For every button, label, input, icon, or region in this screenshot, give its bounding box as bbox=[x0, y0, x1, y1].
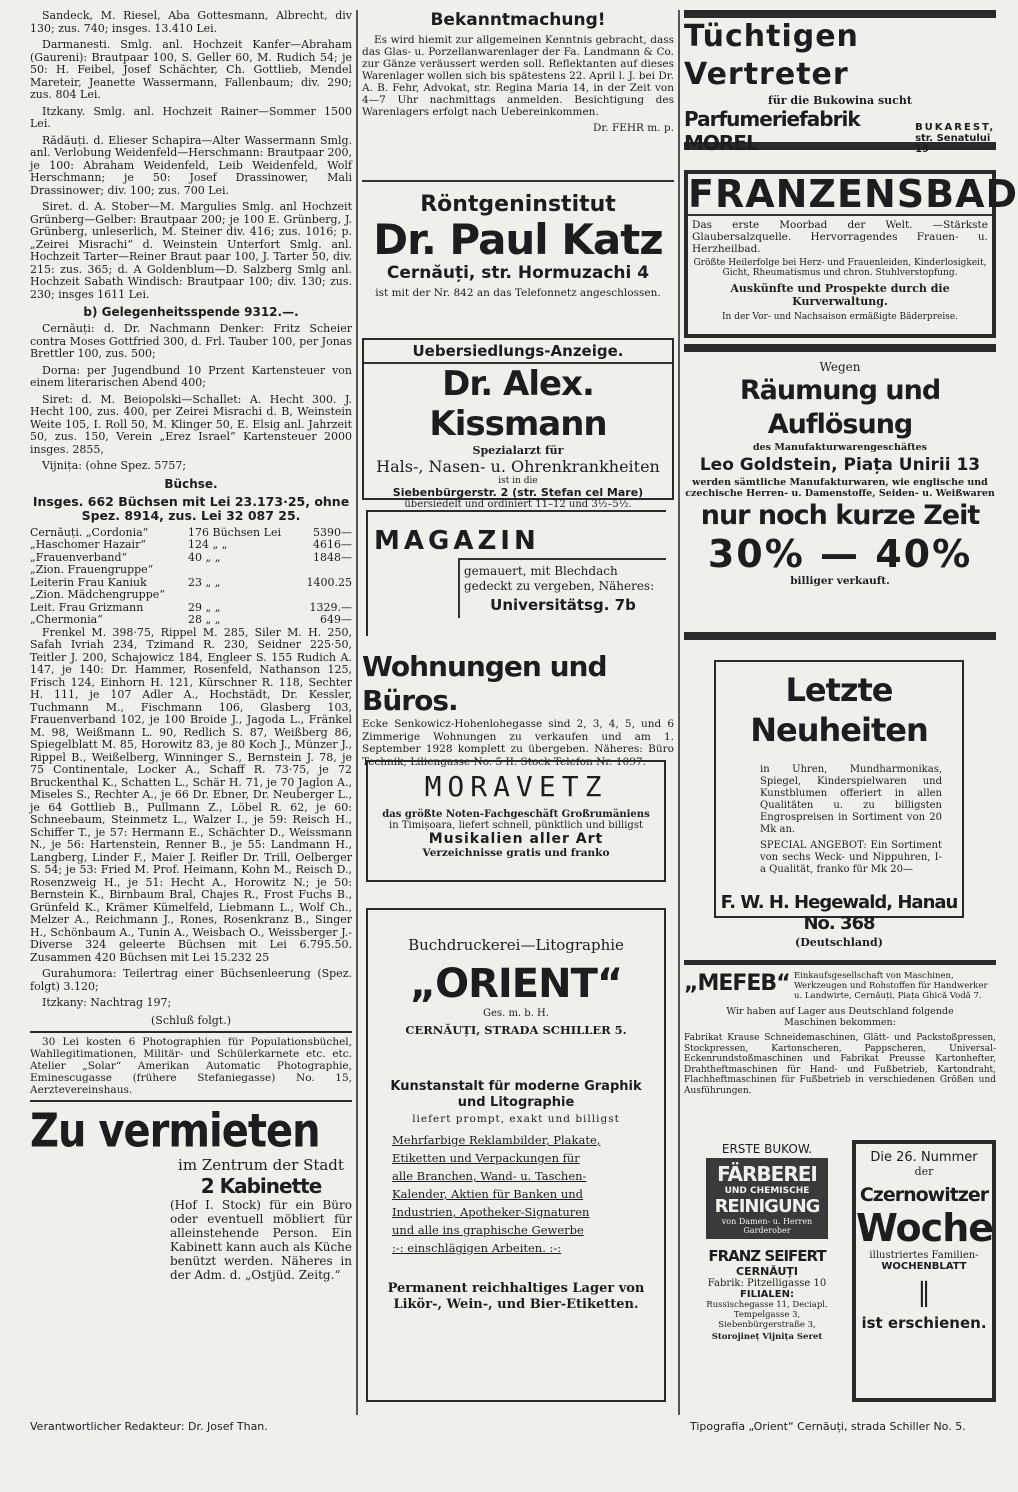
column-rule bbox=[356, 10, 358, 1415]
divider bbox=[684, 10, 996, 18]
collection-cell bbox=[298, 589, 352, 602]
printing-house-line: Kunstanstalt für moderne Graphik und Litographie bbox=[390, 1079, 642, 1110]
donation-paragraph: Darmanesti. Smlg. anl. Hochzeit Kanfer—Abraham (Gaureni): Brautpaar 100, S. Geller 60, M. Rudich 54; je 50: H. Feibel, Josef Schächter, Ch. Gottlieb, Mendel Mareteir, Jeanette Wassermann, Fallenbaum; div. 290; zus. 804 Lei. bbox=[30, 38, 352, 101]
service-item: :-: einschlägigen Arbeiten. :-: bbox=[392, 1241, 562, 1255]
collection-cell: 1400.25 bbox=[306, 575, 352, 589]
clearance-shop: Leo Goldstein, Piața Unirii 13 bbox=[699, 455, 981, 475]
donation-paragraph: Siret: d. M. Beiopolski—Schallet: A. Hecht 300. J. Hecht 100, zus. 400, per Zeirei Misrachi d. B, Weinstein Weite 105, I. Roll 50, M. Klinger 50, E. Elsig anl. Jahrzeit 50, zus. 150, Verein „Erez Israel“ Kartensteuer 2000 insges. 2855, bbox=[30, 392, 352, 456]
machinery-text: Einkaufsgesellschaft von Maschinen, Werkzeugen und Rohstoffen für Handwerker u. Landwirte, Cernăuți, Piața Ghică Vodă 7. bbox=[794, 971, 988, 1001]
agent-ad bbox=[684, 18, 996, 155]
rent-ad-title: Zu vermieten bbox=[30, 1104, 320, 1158]
collection-cell: „Chermonia“ bbox=[30, 613, 103, 626]
donation-paragraph: Itzkany. Smlg. anl. Hochzeit Rainer—Sommer 1500 Lei. bbox=[30, 104, 352, 130]
dyeworks-line: ERSTE BUKOW. bbox=[721, 1142, 813, 1156]
spa-title: FRANZENSBAD bbox=[688, 172, 1018, 216]
donation-paragraph: Vijnița: (ohne Spez. 5757; bbox=[42, 459, 187, 472]
printing-house-line: liefert prompt, exakt und billigst bbox=[412, 1113, 620, 1125]
doctor-line: ist in die bbox=[498, 476, 538, 486]
music-store-line: in Timișoara, liefert schnell, pünktlich und billigst bbox=[389, 820, 643, 831]
spa-text: Auskünfte und Prospekte durch die Kurverwaltung. bbox=[730, 282, 950, 308]
novelties-ad bbox=[714, 660, 964, 949]
collection-cell: „Zion. Frauengruppe“ bbox=[30, 563, 154, 576]
doctor-hours: übersiedelt und ordiniert 11–12 und 3½–5½. bbox=[404, 499, 632, 510]
collection-cell: 4616— bbox=[313, 538, 352, 551]
dyeworks-city: CERNĂUȚI bbox=[736, 1265, 798, 1278]
service-item: Mehrfarbige Reklambilder, Plakate, bbox=[392, 1133, 601, 1147]
printer-footer: Tipografia „Orient“ Cernăuți, strada Schiller No. 5. bbox=[690, 1420, 966, 1433]
service-item: Etiketten und Verpackungen für bbox=[392, 1151, 580, 1165]
dyeworks-logo-text: UND CHEMISCHE bbox=[724, 1186, 810, 1196]
collection-cell: 649— bbox=[320, 613, 352, 626]
collection-cell: „Frauenverband“ bbox=[30, 550, 128, 564]
clearance-line: Wegen bbox=[819, 360, 861, 374]
clearance-title: Räumung und Auflösung bbox=[739, 375, 941, 440]
doctor-specialty: Hals-, Nasen- u. Ohrenkrankheiten bbox=[376, 457, 660, 476]
column-rule bbox=[678, 10, 680, 1415]
doctor-name: Dr. Alex. Kissmann bbox=[429, 364, 607, 444]
donation-paragraph: Siret. d. A. Stober—M. Margulies Smlg. anl Hochzeit Grünberg—Gelber: Brautpaar 200; je 100 E. Grünberg, J. Grünberg, unleserlich, M. Steiner div. 416; zus. 1016; p. „Zeirei Misrachi“ d. Weinstein Unterfort Smlg. anl. Hochzeit Tarter—Reiner Braut paar 100, J. Tarter 50, div. 215: zus. 365; d. A Goldenblum—D. Salzberg Smlg anl. Hochzeit Sabath Windisch: Brautpaar 100; div. 130; zus. 230; insges 1611 Lei. bbox=[30, 200, 352, 301]
collection-cell bbox=[188, 589, 298, 602]
donation-paragraph: Dorna: per Jugendbund 10 Przent Kartensteuer von einem literarischen Abend 400; bbox=[30, 363, 352, 389]
novelties-title: Letzte Neuheiten bbox=[750, 671, 928, 749]
divider bbox=[30, 1100, 352, 1102]
weekly-ornament: ‖ bbox=[917, 1278, 931, 1308]
apartments-title: Wohnungen und Büros. bbox=[362, 650, 607, 717]
spa-text: In der Vor- und Nachsaison ermäßigte Bäderpreise. bbox=[721, 312, 959, 322]
dyeworks-logo-text: von Damen- u. Herren Garderober bbox=[721, 1217, 813, 1235]
printing-house-services bbox=[392, 1131, 640, 1257]
section-heading: Büchse. bbox=[164, 476, 218, 491]
doctor-address: Siebenbürgerstr. 2 (str. Stefan cel Mare) bbox=[392, 486, 644, 499]
weekly-line: illustriertes Familien- bbox=[869, 1250, 979, 1261]
collection-cell: „Zion. Mädchengruppe“ bbox=[30, 588, 165, 601]
collection-cell: 1848— bbox=[313, 550, 352, 564]
clearance-sale-ad bbox=[684, 344, 996, 640]
collection-table bbox=[30, 527, 352, 627]
clearance-headline: nur noch kurze Zeit bbox=[700, 500, 980, 531]
clearance-line: werden sämtliche Manufakturwaren, wie englische und czechische Herren- u. Damenstoffe, Seiden- u. Weißwaren bbox=[685, 477, 995, 499]
machinery-text: Fabrikat Krause Schneidemaschinen, Glätt- und Packstoßpressen, Stockpressen, Kartonscheren, Pappscheren, Universal-Eckenrundstoßmaschinen und Fabrikat Preusse Kartonhefter, Drahtheftmaschinen für Hand- und Fußbetrieb, Kartondraht, Flachheftmaschinen für Fußbetrieb in verschiedenen Größen und Ausführungen. bbox=[684, 1033, 996, 1096]
warehouse-ad bbox=[366, 510, 666, 636]
collection-cell: 28 „ „ bbox=[188, 613, 221, 626]
collection-cell: 1329.— bbox=[309, 600, 352, 614]
collection-cell: „Haschomer Hazair“ bbox=[30, 538, 146, 551]
novelties-country: (Deutschland) bbox=[795, 936, 883, 949]
collection-row bbox=[30, 589, 352, 602]
agent-line: für die Bukowina sucht bbox=[768, 94, 912, 107]
donation-paragraph: Rădăuți. d. Elieser Schapira—Alter Wassermann Smlg. anl. Verlobung Weidenfeld—Herschmann: Brautpaar 200, je 100: Abraham Weidenfeld, Leib Weidenfeld, Wolf Herschmann; je 50: Josef Drassinower, Mali Drassinower; div. 100; zus. 700 Lei. bbox=[30, 133, 352, 197]
weekly-line: der bbox=[914, 1165, 934, 1178]
novelties-text: in Uhren, Mundharmonikas, Spiegel, Kinderspielwaren und Kunstblumen offeriert in allen Qualitäten u. zu billigsten Engrospreisen in Sortiment von 20 Mk an. bbox=[760, 764, 942, 835]
notice-ad bbox=[362, 10, 674, 182]
weekly-name: Woche bbox=[856, 1206, 994, 1250]
service-item: und alle ins graphische Gewerbe bbox=[392, 1223, 584, 1237]
donation-paragraph: Frenkel M. 398·75, Rippel M. 285, Siler M. H. 250, Safah Ivriah 234, Tzimand R. 230, Seidner 225·50, Teitler J. 200, Schajowicz 184, Engleer S. 155 Rudich A. 147, je 140: Dr. Hammer, Rosenfeld, Nathanson 125, Frisch 124, Einhorn H. 121, Kürschner R. 118, Sechter H. 111, je 107 Adler A., Hochstädt, Dr. Kessler, Tuchmann M., Fischmann 106, Glasberg 103, Frauenverband 102, je 100 Broide J., Jagoda L., Fränkel M. 98, Weißmann L. 90, Redlich S. 87, Weißberg 86, Spiegelblatt M. 85, Horowitz 83, je 80 Koch J., Münzer J., Rippel B., Weißelberg, Winninger S., Bernstein J. 78, je 75 Continentale, Locker A., Schaff R. 73·75, je 72 Bruckenthal K., Schatten L., Schär H. 71, je 70 Jaglon A., Miseles S., Rechter A., je 66 Dr. Ebner, Dr. Neuberger L., je 64 Gottlieb B., Pullmann Z., Löbel R. 62, je 60: Schneebaum, Steinmetz L., Walzer I., je 59: Reisch H., Schiffer T., je 57: Hermann E., Schächter D., Weissmann N., je 56: Hartenstein, Renner B., je 55: Landmann H., Langberg, Linder F., Maier J. Reifler Dr. Trill, Oelberger S. 54; je 53: Fried M. Prof. Heimann, Kohn M., Reisch D., Rosenzweig H., je 51: Hecht A., Horowitz N.; je 50: Bernstein K., Birnbaum Bral, Chajes R., Frost Fuchs B., Grünfeld K., Krämer Kümelfeld, Liebmann L., Wolf Ch., Melzer A., Reichmann J., Rones, Rosenkranz B., Singer H., Schönbaum A., Tunin A., Weisbach O., Weissberger J.- Diverse 324 geleerte Büchsen mit Lei 6.795.50. Zusammen 420 Büchsen mit Lei 15.232 25 bbox=[30, 625, 352, 964]
notice-signature: Dr. FEHR m. p. bbox=[592, 122, 674, 134]
service-item: alle Branchen, Wand- u. Taschen- bbox=[392, 1169, 587, 1183]
notice-title: Bekanntmachung! bbox=[430, 10, 606, 30]
collection-cell: 124 „ „ bbox=[188, 538, 228, 551]
dyeworks-line: Fabrik: Pitzelligasse 10 bbox=[707, 1278, 827, 1289]
agent-company: Parfumeriefabrik MOREL bbox=[684, 107, 860, 155]
section-heading: b) Gelegenheitsspende 9312.—. bbox=[83, 305, 299, 319]
music-store-logo: MORAVETZ bbox=[424, 770, 608, 803]
machinery-ad bbox=[684, 960, 996, 1141]
dyeworks-line: FILIALEN: bbox=[740, 1289, 794, 1300]
printing-house-name: „ORIENT“ bbox=[409, 961, 623, 1007]
warehouse-address: Universitätsg. 7b bbox=[490, 596, 636, 614]
spa-text: Größte Heilerfolge bei Herz- und Frauenleiden, Kinderlosigkeit, Gicht, Rheumatismus und chron. Stuhlverstopfung. bbox=[693, 258, 987, 278]
collection-cell: Cernăuți. „Cordonia“ bbox=[30, 525, 149, 539]
weekly-line: Die 26. Nummer bbox=[870, 1150, 978, 1165]
relocation-title: Uebersiedlungs-Anzeige. bbox=[364, 340, 672, 364]
xray-address: Cernăuți, str. Hormuzachi 4 bbox=[386, 263, 650, 283]
left-column bbox=[30, 10, 352, 1415]
continued-note: (Schluß folgt.) bbox=[151, 1013, 231, 1027]
donation-paragraph: Gurahumora: Teilertrag einer Büchsenleerung (Spez. folgt) 3.120; bbox=[30, 967, 352, 993]
collection-cell: 176 Büchsen Lei bbox=[188, 525, 281, 539]
spa-ad bbox=[684, 170, 1018, 338]
xray-line: Röntgeninstitut bbox=[420, 192, 616, 217]
dyeworks-branches: Storojineț Vijnița Seret bbox=[711, 1332, 823, 1342]
clearance-line: billiger verkauft. bbox=[790, 575, 890, 587]
printing-house-ad bbox=[366, 908, 666, 1402]
collection-cell: 29 „ „ bbox=[188, 600, 221, 614]
collection-cell: Leiterin Frau Kaniuk bbox=[30, 575, 147, 589]
music-store-ad bbox=[366, 760, 666, 882]
music-store-line: das größte Noten-Fachgeschäft Großrumäniens bbox=[382, 809, 650, 820]
dyeworks-owner: FRANZ SEIFERT bbox=[708, 1247, 826, 1265]
photo-ad: 30 Lei kosten 6 Photographien für Populationsbüchel, Wahllegitimationen, Militär- und Schülerkarnete etc. etc. Atelier „Solar“ Amerikan Automatic Photographie, Eminescugasse (frühere Stefaniegasse) No. 15, Aerztevereinshaus. bbox=[30, 1035, 352, 1096]
music-store-line: Verzeichnisse gratis und franko bbox=[422, 847, 610, 859]
clearance-discount: 30% — 40% bbox=[707, 532, 973, 576]
apartments-ad bbox=[362, 650, 674, 772]
weekly-line: WOCHENBLATT bbox=[881, 1261, 967, 1272]
weekly-line: ist erschienen. bbox=[861, 1314, 987, 1332]
printing-house-line: Ges. m. b. H. bbox=[483, 1008, 549, 1019]
dyeworks-ad bbox=[686, 1140, 848, 1402]
spa-text: Das erste Moorbad der Welt. —Stärkste Glaubersalzquelle. Hervorragendes Frauen- u. Herzheilbad. bbox=[692, 219, 988, 255]
right-column bbox=[684, 10, 1018, 1415]
xray-name: Dr. Paul Katz bbox=[373, 215, 663, 264]
music-store-headline: Musikalien aller Art bbox=[428, 831, 604, 847]
divider bbox=[30, 1031, 352, 1033]
warehouse-text: gemauert, mit Blechdach gedeckt zu vergeben, Näheres: bbox=[464, 564, 655, 593]
printing-house-line: Buchdruckerei—Litographie bbox=[408, 936, 624, 954]
dyeworks-branches: Russischegasse 11, Deciapl. Tempelgasse 3, Siebenbürgerstraße 3, bbox=[706, 1300, 828, 1330]
novelties-company: F. W. H. Hegewald, Hanau No. 368 bbox=[720, 892, 958, 934]
clearance-line: des Manufakturwarengeschäftes bbox=[753, 442, 927, 453]
machinery-text: Wir haben auf Lager aus Deutschland folgende Maschinen bekommen: bbox=[726, 1006, 954, 1028]
agent-city: BUKAREST, bbox=[915, 122, 996, 133]
dyeworks-logo-text: REINIGUNG bbox=[714, 1196, 820, 1217]
agent-street: str. Senatului 19 bbox=[915, 133, 991, 155]
apartments-text: Ecke Senkowicz-Hohenlohegasse sind 2, 3, 4, 5, und 6 Zimmerige Wohnungen zu verkaufen und am 1. September 1928 komplett zu übergeben. Näheres: Büro Technik, Liliengasse No. 5 II. Stock Telefon Nr. 1097. bbox=[362, 718, 674, 768]
collection-cell bbox=[298, 564, 352, 577]
printing-house-address: CERNĂUȚI, STRADA SCHILLER 5. bbox=[405, 1023, 627, 1037]
notice-text: Es wird hiemit zur allgemeinen Kenntnis gebracht, dass das Glas- u. Porzellanwarenlager der Fa. Landmann & Co. zur Gänze veräussert werden soll. Reflektanten auf dieses Warenlager wollen sich bis spätestens 22. April l. J. bei Dr. A. B. Fehr, Advokat, str. Regina Maria 14, in der Zeit von 4—7 Uhr nachmittags anmelden. Besichtigung des Warenlagers erfolgt nach Uebereinkommen. bbox=[362, 34, 674, 118]
warehouse-title: MAGAZIN bbox=[374, 526, 540, 556]
donation-paragraph: Cernăuți: d. Dr. Nachmann Denker: Fritz Scheier contra Moses Gottfried 300, d. Frl. Tauber 100, per Jonas Brettler 100, zus. 500; bbox=[30, 322, 352, 360]
collection-cell: 23 „ „ bbox=[188, 575, 221, 589]
donation-paragraph: Itzkany: Nachtrag 197; bbox=[42, 996, 172, 1009]
rent-ad-headline: 2 Kabinette bbox=[200, 1173, 322, 1198]
collection-cell: 5390— bbox=[313, 525, 352, 539]
collection-cell: Leit. Frau Grizmann bbox=[30, 600, 144, 614]
totals-line: Insges. 662 Büchsen mit Lei 23.173·25, ohne Spez. 8914, zus. Lei 32 087 25. bbox=[32, 493, 350, 523]
collection-row bbox=[30, 614, 352, 627]
xray-phone: ist mit der Nr. 842 an das Telefonnetz angeschlossen. bbox=[375, 287, 661, 299]
weekly-name: Czernowitzer bbox=[859, 1184, 989, 1206]
dyeworks-logo-text: FÄRBEREI bbox=[717, 1162, 817, 1186]
machinery-title: „MEFEB“ bbox=[684, 971, 790, 996]
novelties-text: SPECIAL ANGEBOT: Ein Sortiment von sechs Weck- und Nippuhren, I-a Qualität, franko für Mk 20— bbox=[760, 840, 942, 875]
editor-footer: Verantwortlicher Redakteur: Dr. Josef Than. bbox=[30, 1420, 268, 1433]
relocation-ad bbox=[362, 338, 674, 510]
rent-ad-text: (Hof I. Stock) für ein Büro oder eventuell möbliert für alleinstehende Person. Ein Kabinett kann auch als Küche benützt werden. Näheres in der Adm. d. „Ostjüd. Zeitg.“ bbox=[170, 1197, 352, 1282]
collection-row bbox=[30, 539, 352, 552]
service-item: Kalender, Aktien für Banken und bbox=[392, 1187, 584, 1201]
service-item: Industrien, Apotheker-Signaturen bbox=[392, 1205, 590, 1219]
middle-column bbox=[362, 10, 674, 1415]
rent-ad-line: im Zentrum der Stadt bbox=[178, 1155, 344, 1174]
agent-title: Tüchtigen Vertreter bbox=[684, 19, 859, 92]
donation-paragraph: Sandeck, M. Riesel, Aba Gottesmann, Albrecht, div 130; zus. 740; insges. 13.410 Lei. bbox=[30, 9, 352, 35]
collection-cell: 40 „ „ bbox=[188, 550, 221, 564]
doctor-line: Spezialarzt für bbox=[472, 444, 564, 457]
printing-house-line: Permanent reichhaltiges Lager von Likör-, Wein-, und Bier-Etiketten. bbox=[387, 1281, 645, 1312]
weekly-paper-ad bbox=[852, 1140, 996, 1402]
collection-row bbox=[30, 564, 352, 577]
collection-cell bbox=[188, 564, 298, 577]
xray-ad bbox=[362, 188, 674, 326]
